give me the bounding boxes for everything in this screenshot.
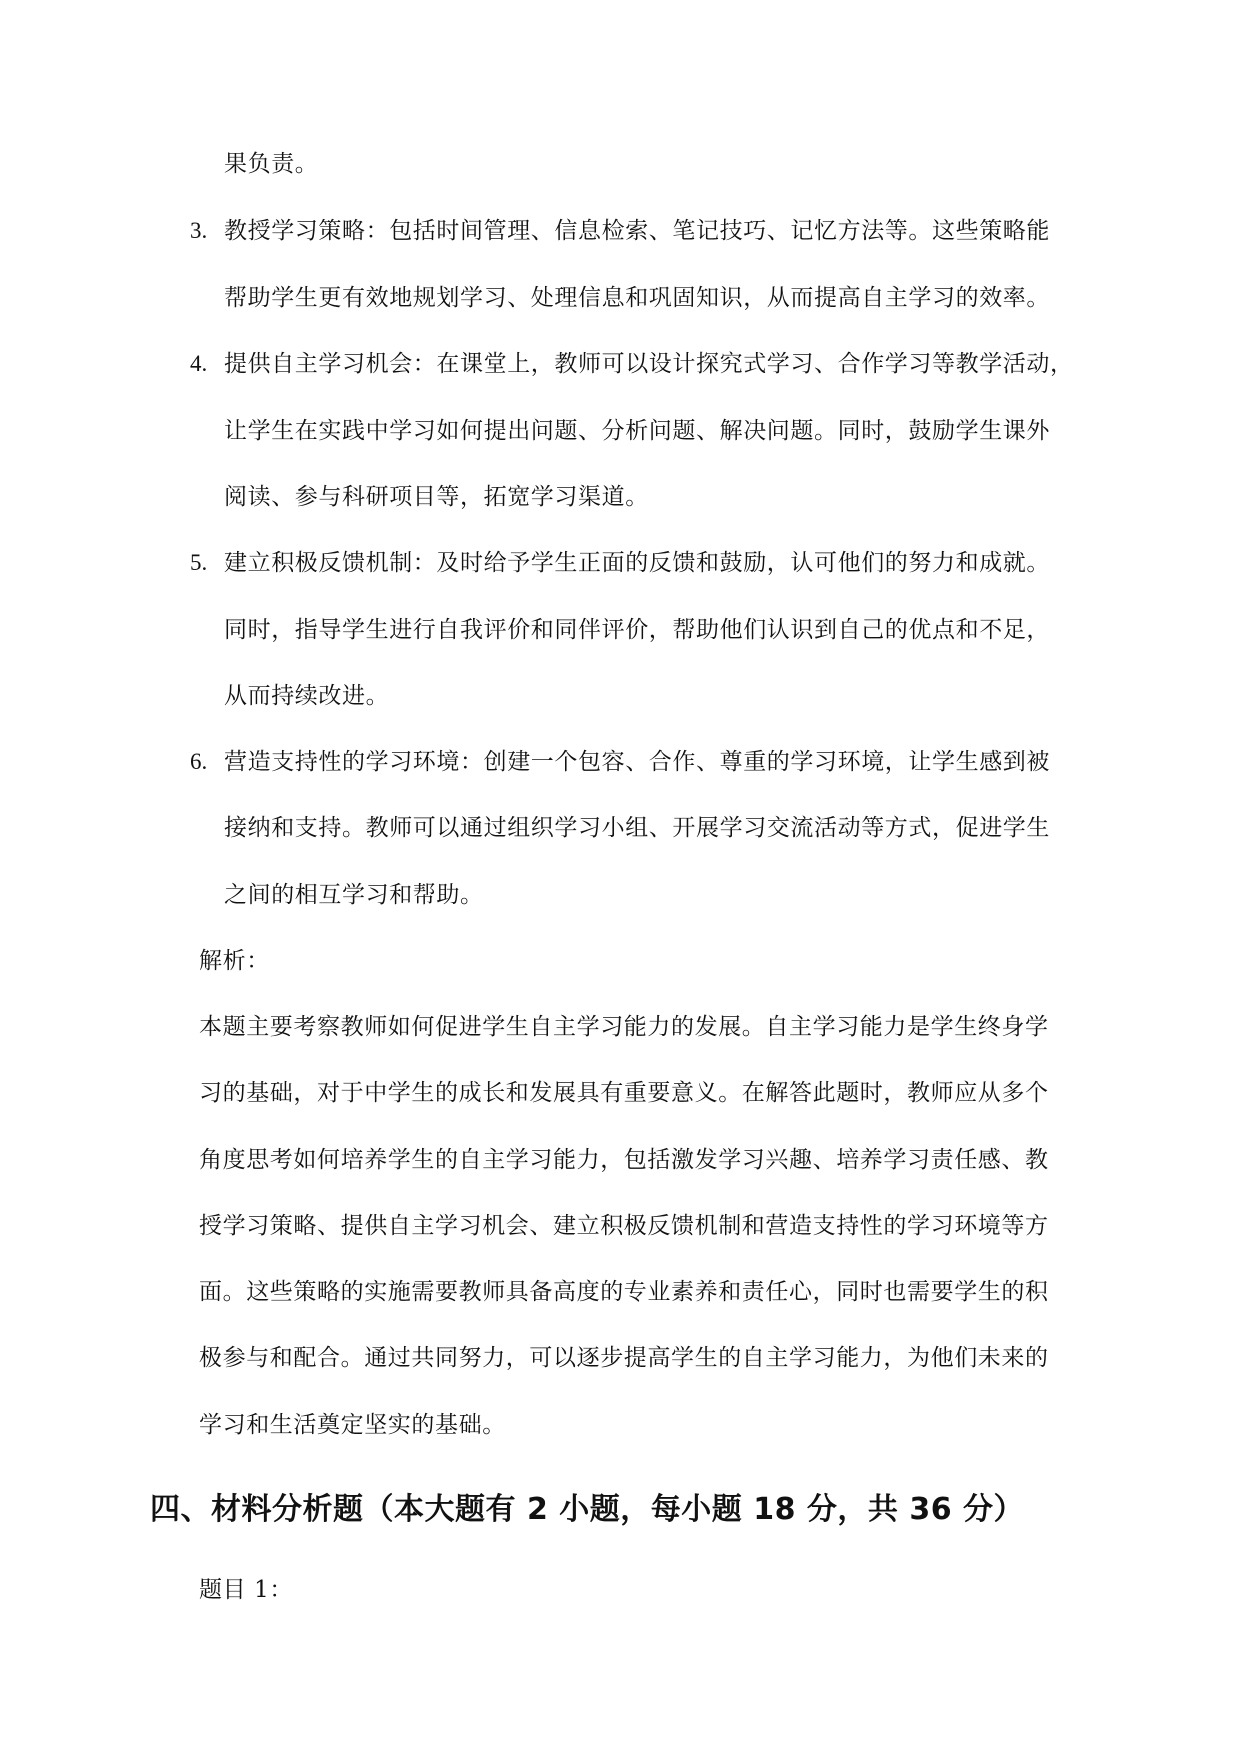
list-item-line: 同时，指导学生进行自我评价和同伴评价，帮助他们认识到自己的优点和不足，	[224, 617, 1050, 643]
analysis-line: 本题主要考察教师如何促进学生自主学习能力的发展。自主学习能力是学生终身学	[199, 1014, 1049, 1040]
list-item-number: 5.	[190, 550, 208, 575]
analysis-line: 学习和生活奠定坚实的基础。	[199, 1412, 506, 1438]
analysis-label: 解析：	[199, 948, 270, 974]
analysis-line: 极参与和配合。通过共同努力，可以逐步提高学生的自主学习能力，为他们未来的	[199, 1345, 1049, 1371]
list-item-line: 从而持续改进。	[224, 683, 390, 709]
list-item-line: 接纳和支持。教师可以通过组织学习小组、开展学习交流活动等方式，促进学生	[224, 815, 1050, 841]
list-item-line: 帮助学生更有效地规划学习、处理信息和巩固知识，从而提高自主学习的效率。	[224, 285, 1050, 311]
analysis-line: 习的基础，对于中学生的成长和发展具有重要意义。在解答此题时，教师应从多个	[199, 1080, 1049, 1106]
list-item-line: 阅读、参与科研项目等，拓宽学习渠道。	[224, 484, 649, 510]
list-item-line: 提供自主学习机会：在课堂上，教师可以设计探究式学习、合作学习等教学活动，	[224, 351, 1074, 377]
analysis-line: 面。这些策略的实施需要教师具备高度的专业素养和责任心，同时也需要学生的积	[199, 1279, 1049, 1305]
analysis-line: 角度思考如何培养学生的自主学习能力，包括激发学习兴趣、培养学习责任感、教	[199, 1147, 1049, 1173]
list-item-line: 之间的相互学习和帮助。	[224, 882, 484, 908]
list-item-line: 让学生在实践中学习如何提出问题、分析问题、解决问题。同时，鼓励学生课外	[224, 418, 1050, 444]
analysis-line: 授学习策略、提供自主学习机会、建立积极反馈机制和营造支持性的学习环境等方	[199, 1213, 1049, 1239]
list-item-number: 3.	[190, 218, 208, 243]
continuation-line: 果负责。	[224, 151, 319, 177]
list-item-number: 6.	[190, 749, 208, 774]
question-label: 题目 1：	[199, 1577, 293, 1603]
list-item-line: 教授学习策略：包括时间管理、信息检索、笔记技巧、记忆方法等。这些策略能	[224, 218, 1050, 244]
list-item-line: 营造支持性的学习环境：创建一个包容、合作、尊重的学习环境，让学生感到被	[224, 749, 1050, 775]
section-heading: 四、材料分析题（本大题有 2 小题，每小题 18 分，共 36 分）	[150, 1492, 1025, 1527]
list-item-line: 建立积极反馈机制：及时给予学生正面的反馈和鼓励，认可他们的努力和成就。	[224, 550, 1050, 576]
list-item-number: 4.	[190, 351, 208, 376]
